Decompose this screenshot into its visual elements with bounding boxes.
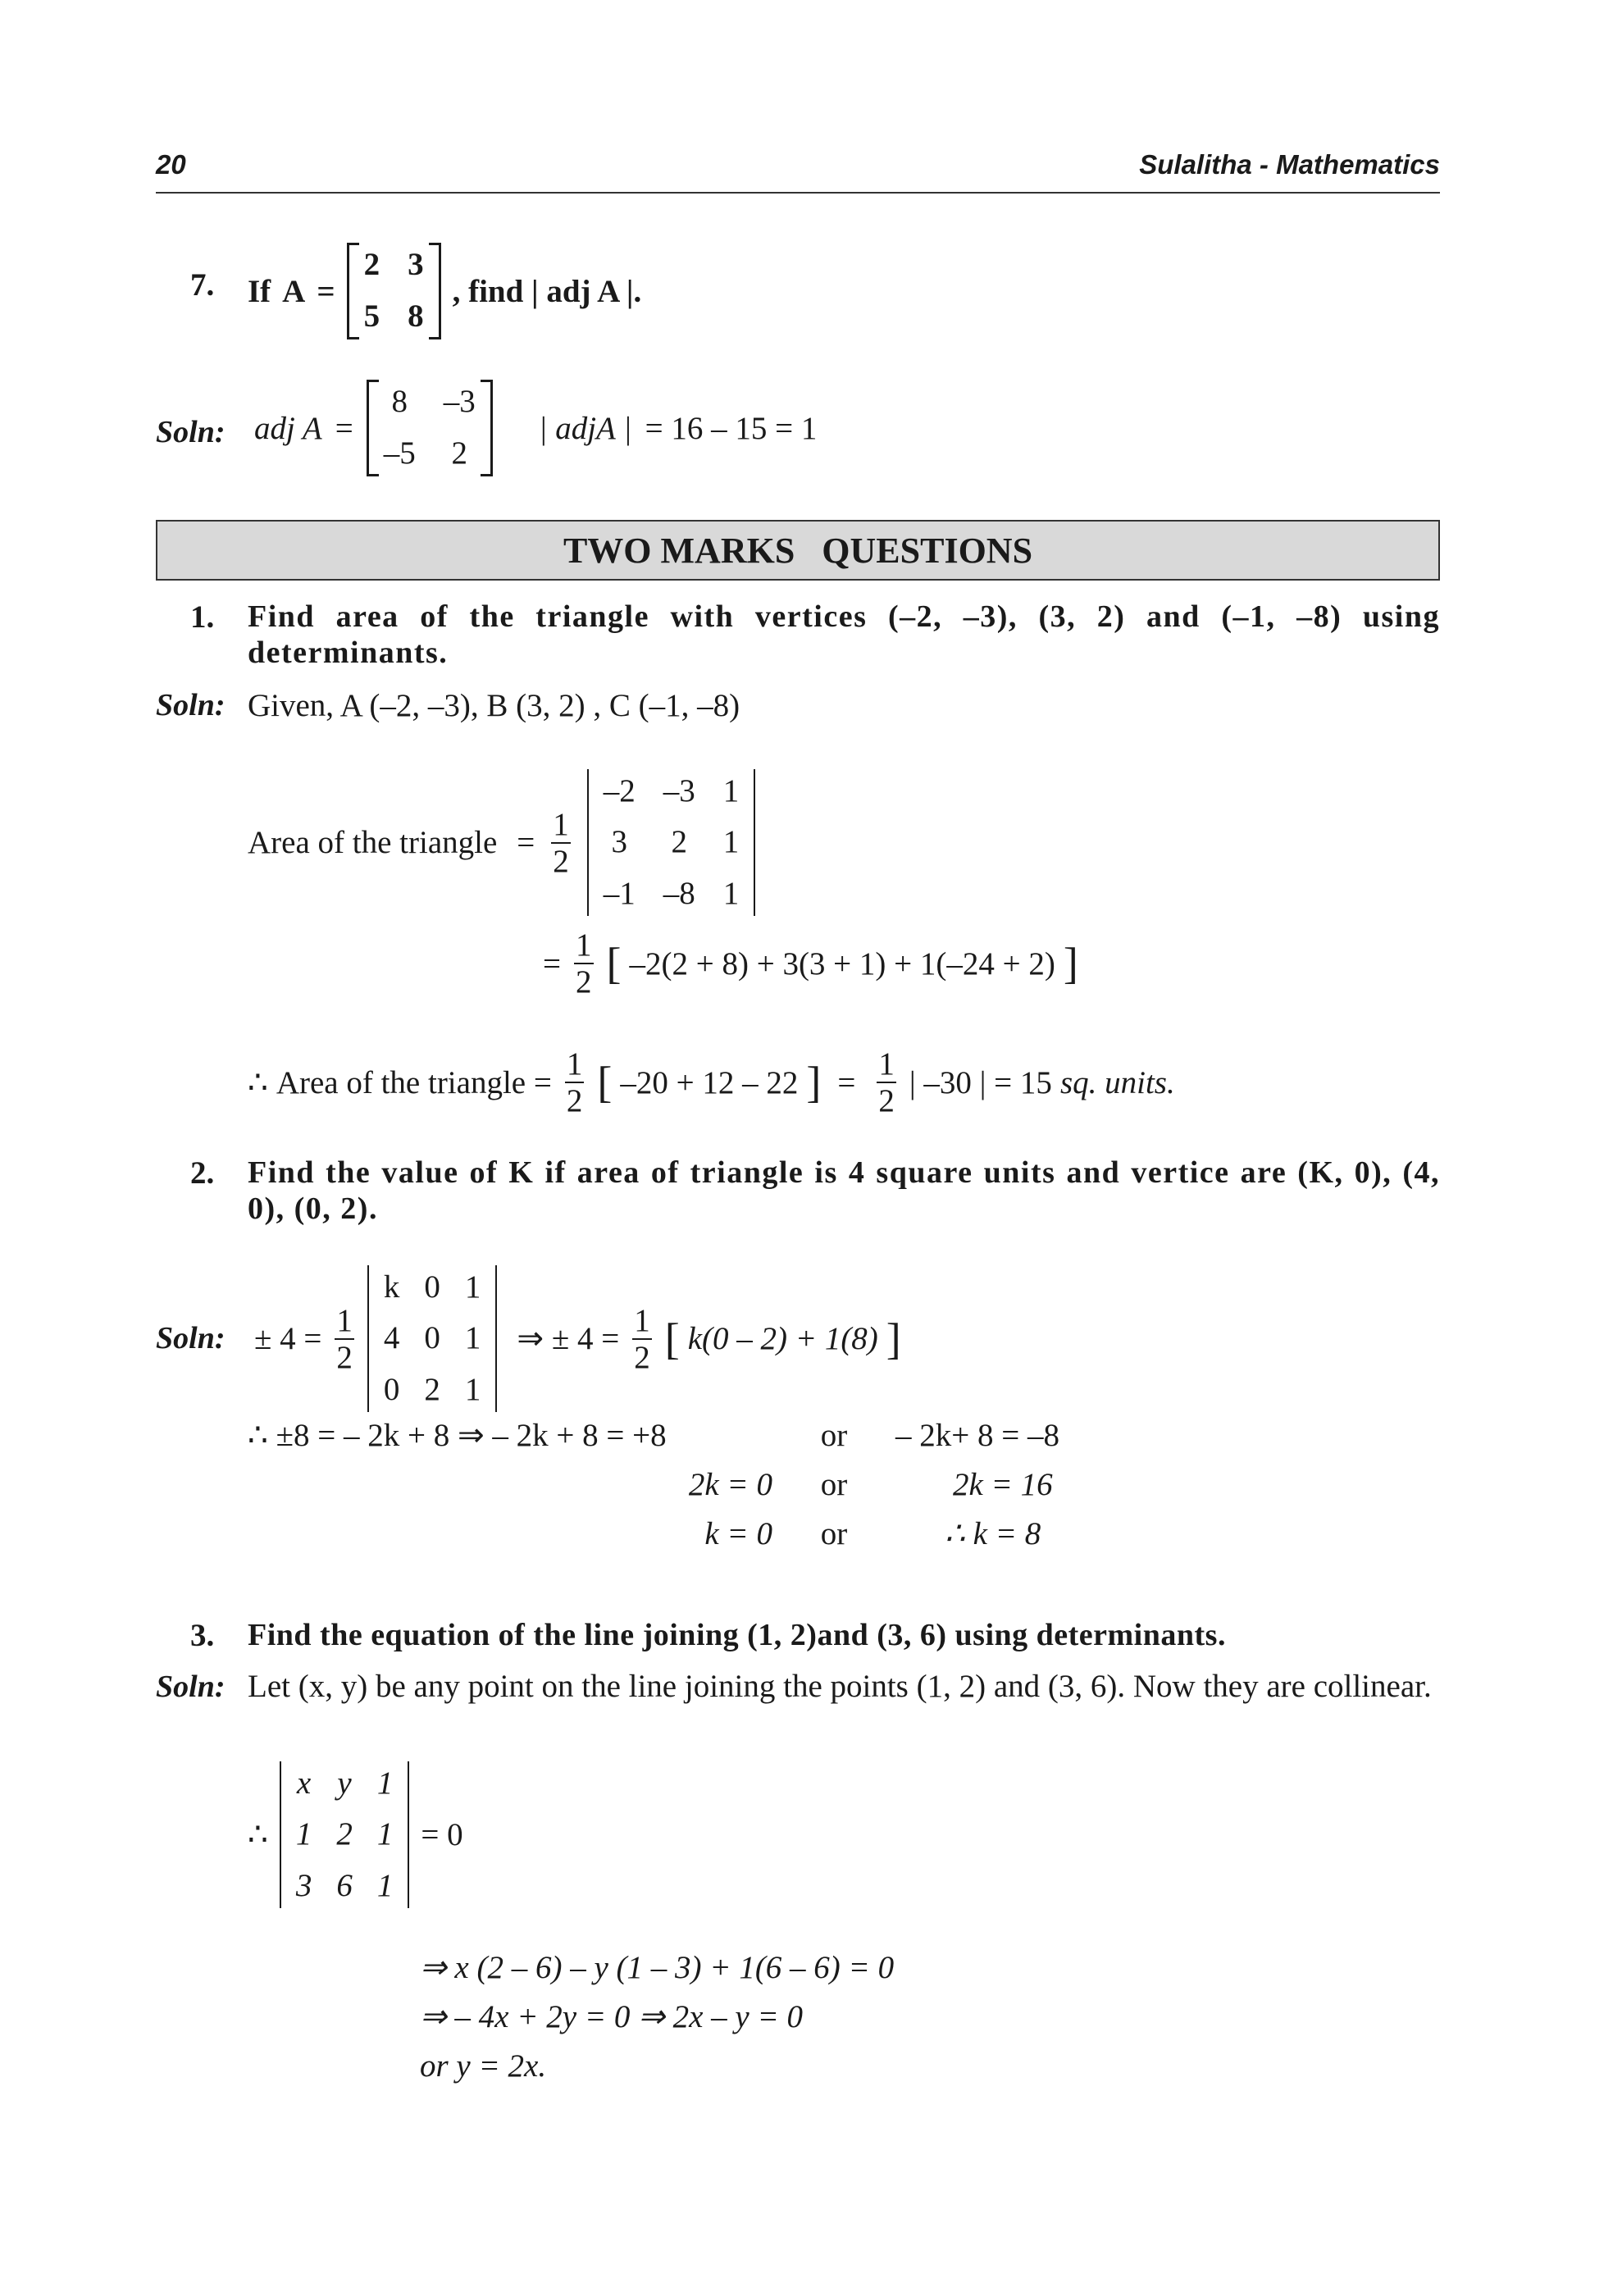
q3-matrix-cell-1-0: 1 (295, 1816, 312, 1852)
q3-number: 3. (190, 1618, 215, 1653)
q7-matrix (347, 243, 441, 339)
q3-matrix-cell-2-1: 6 (336, 1867, 353, 1903)
q2-lines: ∴ ±8 = – 2k + 8 ⇒ – 2k + 8 = +8 or – 2k+ 8 = –8 2k = 0 or 2k = 16 k = 0 or ∴ k = 8 (248, 1417, 1141, 1553)
q1-matrix-cell-0-1: –3 (663, 772, 695, 809)
q7-adj-matrix-cell-1-0: –5 (383, 435, 416, 471)
q7-var: A (282, 273, 306, 309)
q3-det-row: ∴ x y 1 1 2 1 3 6 1 = 0 (248, 1763, 463, 1906)
q7-det-label: | adjA | (538, 410, 632, 446)
q3-matrix-cell-0-0: x (296, 1765, 312, 1801)
q3-step-3: or y = 2x. (420, 2048, 547, 2084)
q1-matrix-cell-0-2: 1 (722, 772, 740, 809)
q7-matrix-cell-1-0: 5 (363, 298, 380, 334)
q1-matrix-cell-0-0: –2 (603, 772, 636, 809)
q2-matrix-cell-2-1: 2 (424, 1371, 440, 1407)
q7-matrix-cell-0-0: 2 (363, 247, 380, 283)
q2-question: Find the value of K if area of triangle is 4 square units and vertice are (K, 0), (4, 0), (0, 2). (248, 1155, 1440, 1227)
q2-lhs: ± 4 = (254, 1321, 322, 1356)
q7-det-value: = 16 – 15 = 1 (645, 410, 818, 446)
q2-line2-a: 2k = 0 (688, 1467, 772, 1502)
q2-matrix-cell-2-2: 1 (464, 1371, 481, 1407)
q1-matrix-cell-2-0: –1 (603, 875, 636, 911)
q2-matrix-cell-1-1: 0 (424, 1320, 440, 1356)
q2-matrix-cell-2-0: 0 (383, 1371, 400, 1407)
q1-question: Find area of the triangle with vertices (–2, –3), (3, 2) and (–1, –8) using determinants. (248, 599, 1440, 671)
q1-expansion: –2(2 + 8) + 3(3 + 1) + 1(–24 + 2) (629, 945, 1055, 982)
q2-matrix-cell-1-2: 1 (464, 1320, 481, 1356)
q1-soln-label: Soln: (156, 688, 226, 722)
q7-number: 7. (190, 267, 215, 303)
q7-find: , find | adj A |. (452, 273, 642, 309)
q1-area-label: Area of the triangle (248, 825, 498, 860)
q1-final-label: Area of the triangle = (276, 1064, 552, 1100)
q2-matrix (367, 1265, 498, 1413)
q3-question: Find the equation of the line joining (1, 2)and (3, 6) using determinants. (248, 1618, 1226, 1652)
q2-line2-b: 2k = 16 (953, 1467, 1053, 1502)
q1-matrix-cell-1-1: 2 (671, 824, 688, 860)
q7-matrix-cell-0-1: 3 (408, 247, 424, 283)
q1-final-abs: | –30 | = 15 (909, 1064, 1052, 1100)
header-rule (156, 192, 1440, 194)
page-number: 20 (156, 149, 186, 180)
q2-line3-b: ∴ k = 8 (945, 1516, 1041, 1551)
section-banner (156, 520, 1440, 581)
q2-det-row: ± 4 = $\frac{1}{2}$ k 0 1 4 0 1 0 2 1 ⇒ ± 4 = $\frac{1}{2}$ [ k(0 – 2) + 1(8) ] (254, 1267, 901, 1410)
q7-adj-matrix-cell-0-1: –3 (443, 384, 476, 420)
q2-soln-label: Soln: (156, 1321, 226, 1355)
q1-expansion-row: = $\frac{1}{2}$ [ –2(2 + 8) + 3(3 + 1) + 1(–24 + 2) ] (543, 927, 1078, 1000)
q1-given: Given, A (–2, –3), B (3, 2) , C (–1, –8) (248, 688, 740, 723)
q3-matrix-cell-2-0: 3 (295, 1867, 312, 1903)
q2-expansion: k(0 – 2) + 1(8) (687, 1321, 878, 1356)
q1-matrix-cell-1-0: 3 (611, 824, 628, 860)
q2-line1-a: ∴ ±8 = – 2k + 8 ⇒ – 2k + 8 = +8 (248, 1418, 667, 1453)
q1-final-row: ∴ Area of the triangle = $\frac{1}{2}$ [ –20 + 12 – 22 ] = $\frac{1}{2}$ | –30 | = 15 sq. units. (248, 1046, 1175, 1118)
q2-matrix-cell-0-1: 0 (424, 1269, 440, 1305)
q2-number: 2. (190, 1155, 215, 1191)
q1-matrix-cell-1-2: 1 (722, 824, 740, 860)
running-title: Sulalitha - Mathematics (1139, 149, 1440, 180)
q3-steps (420, 1943, 894, 2091)
q3-soln-text: Let (x, y) be any point on the line joining the points (1, 2) and (3, 6). Now they are collinear. (248, 1669, 1432, 1704)
q1-matrix-cell-2-2: 1 (722, 875, 740, 911)
q7-adj-matrix-cell-0-0: 8 (391, 384, 408, 420)
q3-eq-zero: = 0 (421, 1817, 463, 1852)
q1-number: 1. (190, 599, 215, 635)
q2-matrix-cell-0-2: 1 (464, 1269, 481, 1305)
q2-line1-b: – 2k+ 8 = –8 (895, 1418, 1059, 1453)
q3-step-1: ⇒ x (2 – 6) – y (1 – 3) + 1(6 – 6) = 0 (420, 1950, 895, 1985)
q2-line3-a: k = 0 (704, 1516, 772, 1551)
q7-question (248, 246, 641, 336)
q1-matrix-cell-2-1: –8 (663, 875, 695, 911)
q2-matrix-cell-1-0: 4 (383, 1320, 400, 1356)
q3-matrix-cell-1-2: 1 (376, 1816, 394, 1852)
q7-solution: adj A = 8 –3 –5 2 | adjA | = 16 – 15 = 1 (254, 379, 817, 477)
q2-matrix-cell-0-0: k (383, 1269, 400, 1305)
q2-implies: ⇒ ± 4 = (517, 1321, 620, 1356)
q3-matrix-cell-0-1: y (337, 1765, 352, 1801)
q7-soln-label: Soln: (156, 415, 226, 449)
q1-final-units: sq. units. (1059, 1064, 1175, 1100)
q1-area-det: Area of the triangle = $\frac{1}{2}$ –2 –3 1 3 2 1 –1 –8 1 (248, 771, 755, 914)
q7-adj-label: adj A (254, 410, 322, 446)
q3-matrix-cell-0-2: 1 (376, 1765, 394, 1801)
q7-eq: = (317, 273, 335, 309)
q3-matrix-cell-1-1: 2 (336, 1816, 353, 1852)
q3-matrix-cell-2-2: 1 (376, 1867, 394, 1903)
q3-matrix (280, 1761, 410, 1909)
q3-soln-label: Soln: (156, 1670, 226, 1704)
q1-matrix (587, 769, 756, 917)
q3-step-2: ⇒ – 4x + 2y = 0 ⇒ 2x – y = 0 (420, 1999, 804, 2034)
q7-adj-matrix (367, 380, 493, 476)
section-title: TWO MARKS QUESTIONS (563, 530, 1033, 571)
q7-matrix-cell-1-1: 8 (408, 298, 424, 334)
q7-if: If (248, 273, 271, 309)
q7-adj-matrix-cell-1-1: 2 (451, 435, 467, 471)
